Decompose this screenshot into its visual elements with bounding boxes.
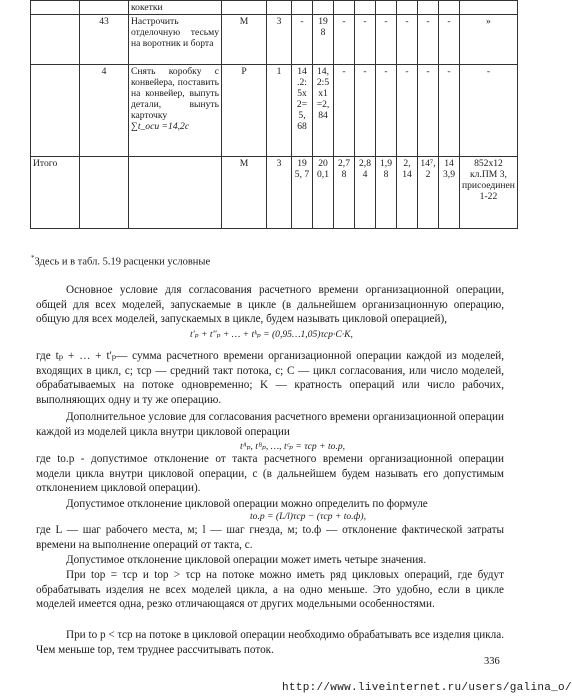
table-footnote: *Здесь и в табл. 5.19 расценки условные bbox=[31, 254, 211, 268]
paragraph-2: где tₚ + … + t'ₚ— сумма расчетного времени организационной операции каждой из моделей, входящих в цикл, с; τср — средний такт потока, с; C — цикл согласования, или число моделей, обрабатываемых на потоке одновременно; K — кратность операций или число рабочих, выполняющих одну и ту же операцию. bbox=[36, 350, 504, 406]
paragraph-1: Основное условие для согласования расчетного времени организационной операции, общей для всех моделей, запускаемые в цикле (в дальнейшем организационную операцию, общую для всех моделей, запускаемых в цикле, будем называть цикловой операцией), bbox=[36, 284, 504, 326]
table-row-total: Итого М 3 19 5, 7 20 0,1 2,7 8 2,8 4 1,9 8 2, 14 14⁷, 2 14 3,9 852х12 кл.ПМ 3, присоединен 1-22 bbox=[31, 157, 518, 229]
table-row bbox=[31, 1, 518, 15]
sum-expression: ∑t_оси =14,2с bbox=[131, 121, 190, 132]
paragraph-8: При tор = τср и tор > τср на потоке можно иметь ряд цикловых операций, где будут обрабатывать изделия не всех моделей цикла, а на одно меньше. Это удобно, если в цикле моделей имеется одна, резко отличающаяся от других модельными особенностями. bbox=[36, 569, 504, 611]
table-row: 43 Настрочить отделочную тесьму на воротник и борта М 3 - 19 8 - - - - - - » bbox=[31, 15, 518, 65]
paragraph-4: где tо.р - допустимое отклонение от такта расчетного времени организационной операции модели цикла внутри цикловой операции, с (в дальнейшем будем называть его допустимым отклонением цикловой операции). bbox=[36, 453, 504, 495]
table-row: 4 Снять коробку с конвейера, поставить на конвейер, выпуть детали, вынуть карточку ∑t_оси =14,2с Р 1 14 .2: 5х 2= 5, 68 14, 2:5 х1 =2, 84 - - - - - - - bbox=[31, 65, 518, 157]
operation-number: 4 bbox=[80, 65, 129, 157]
operation-cell: Настрочить отделочную тесьму на воротник и борта bbox=[129, 15, 222, 65]
paragraph-7: Допустимое отклонение цикловой операции может иметь четыре значения. bbox=[66, 554, 427, 566]
operations-table bbox=[30, 0, 518, 229]
operation-cell: кокетки bbox=[129, 1, 222, 15]
paragraph-3: Дополнительное условие для согласования расчетного времени организационной операции каждой из моделей цикла внутри цикловой операции bbox=[36, 411, 504, 438]
paragraph-9: При tо р < τср на потоке в цикловой операции необходимо обрабатывать все изделия цикла. Чем меньше tор, тем труднее рассчитывать поток. bbox=[36, 629, 504, 656]
formula-3: tо.р = (L/l)τср − (τср + tо.ф), bbox=[250, 511, 366, 522]
formula-1: t'ₚ + t''ₚ + … + tᵏₚ = (0,95…1,05)τср·C·K, bbox=[190, 329, 353, 340]
source-url[interactable]: http://www.liveinternet.ru/users/galina_o/ bbox=[282, 682, 572, 694]
total-label: Итого bbox=[31, 157, 80, 229]
operation-number: 43 bbox=[80, 15, 129, 65]
page-number: 336 bbox=[484, 656, 500, 667]
operation-cell: Снять коробку с конвейера, поставить на конвейер, выпуть детали, вынуть карточку ∑t_оси =14,2с bbox=[129, 65, 222, 157]
paragraph-5: Допустимое отклонение цикловой операции можно определить по формуле bbox=[66, 498, 428, 510]
formula-2: tᴬₚ, tᴮₚ, …, tᶜₚ = τср + tо.р, bbox=[240, 441, 346, 452]
paragraph-6: где L — шаг рабочего места, м; l — шаг гнезда, м; tо.ф — отклонение фактической затраты времени на выполнение операций от такта, с. bbox=[36, 524, 504, 551]
